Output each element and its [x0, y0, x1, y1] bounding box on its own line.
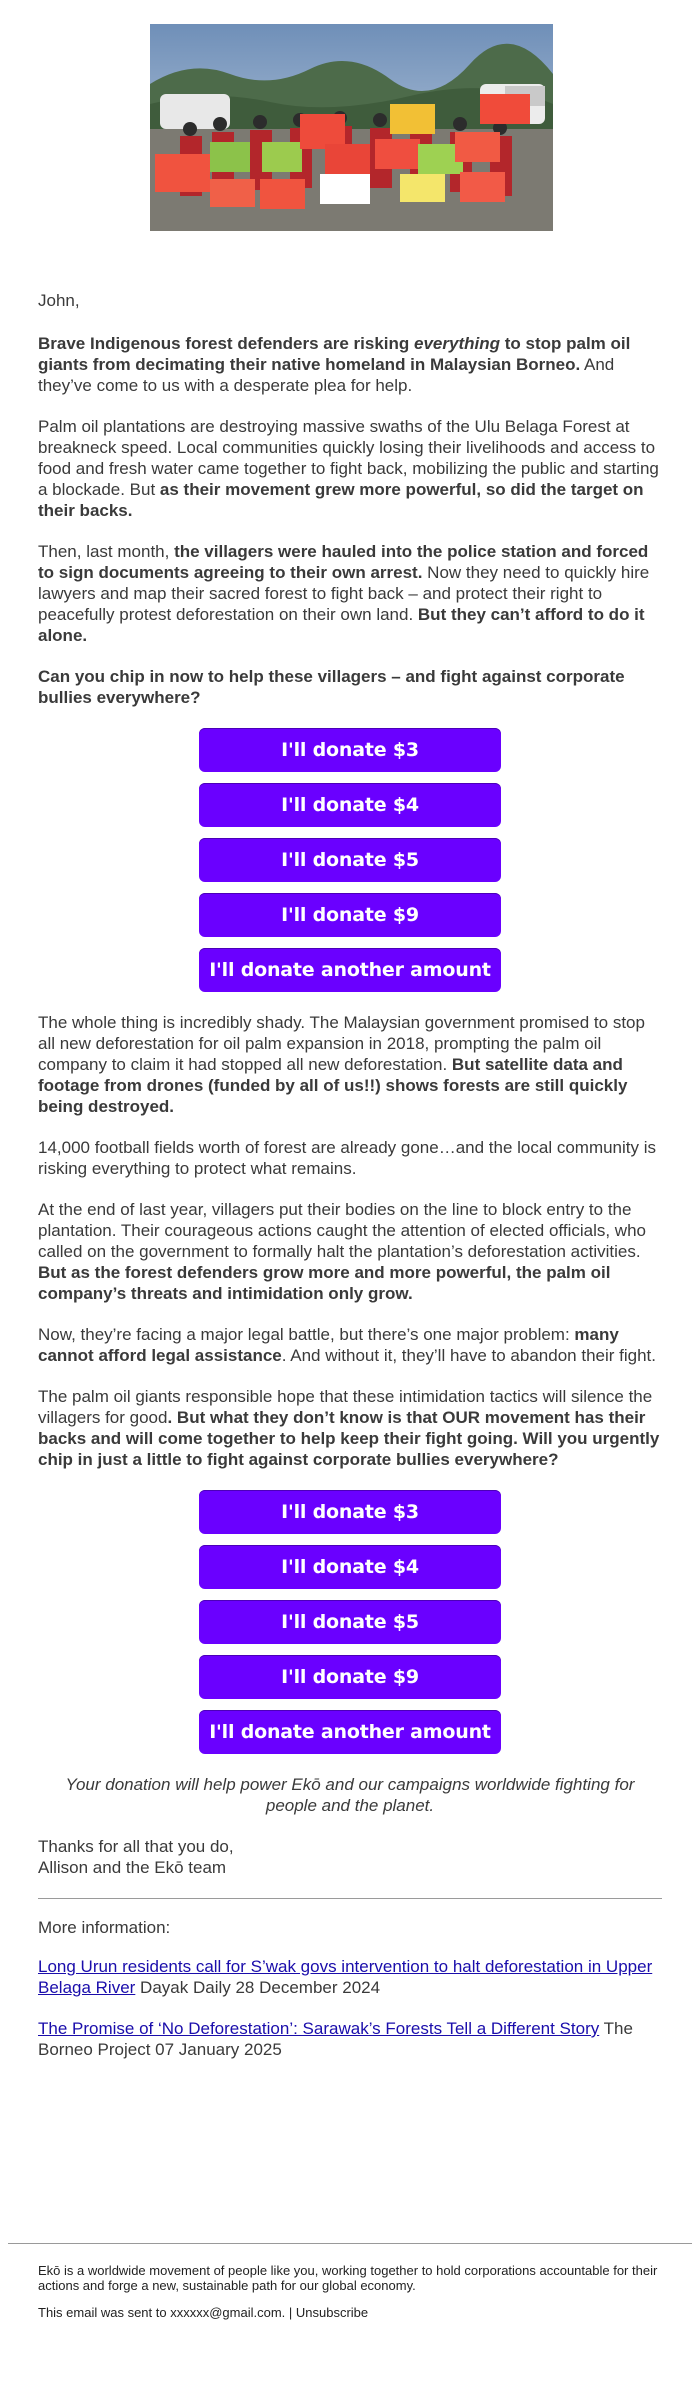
bold-text: as their movement grew more powerful, so did the target on their backs. — [38, 480, 644, 520]
donate-5-button[interactable]: I'll donate $5 — [199, 1600, 501, 1644]
paragraph-football: 14,000 football fields worth of forest are already gone…and the local community is risking everything to protect what remains. — [38, 1138, 657, 1178]
divider — [38, 1898, 662, 1899]
donate-9-button[interactable]: I'll donate $9 — [199, 1655, 501, 1699]
paragraph-legal — [38, 1324, 662, 1366]
paragraph-intro — [38, 333, 662, 396]
bold-text: Can you chip in now to help these villagers – and fight against corporate bullies everywhere? — [38, 667, 625, 707]
signoff-signature: Allison and the Ekō team — [38, 1858, 227, 1877]
donate-buttons-bottom — [38, 1490, 662, 1754]
paragraph-ask — [38, 666, 662, 708]
paragraph-plantations — [38, 416, 662, 521]
paragraph-blockade — [38, 1199, 662, 1304]
article-link[interactable]: The Promise of ‘No Deforestation’: Sarawak’s Forests Tell a Different Story — [38, 2019, 600, 2038]
article-source: Dayak Daily 28 December 2024 — [135, 1978, 381, 1997]
more-info-item — [38, 2018, 662, 2060]
bold-text: many cannot afford legal assistance — [38, 1325, 619, 1365]
email-body — [38, 290, 662, 2080]
footer — [38, 2263, 662, 2332]
bold-text: to stop palm oil giants from decimating their native homeland in Malaysian Borneo. — [38, 334, 631, 374]
donate-5-button[interactable]: I'll donate $5 — [199, 838, 501, 882]
text: Then, last month, — [38, 542, 175, 561]
emphasis-text: everything — [414, 334, 500, 353]
article-source: The Borneo Project 07 January 2025 — [38, 2019, 633, 2059]
more-info-item — [38, 1956, 662, 1998]
paragraph-shady — [38, 1012, 662, 1117]
bold-text: Brave Indigenous forest defenders are risking — [38, 334, 415, 353]
donate-3-button[interactable]: I'll donate $3 — [199, 728, 501, 772]
bold-text: But as the forest defenders grow more and more powerful, the palm oil company’s threats and intimidation only grow. — [38, 1263, 611, 1303]
donation-note: Your donation will help power Ekō and our campaigns worldwide fighting for people and the planet. — [65, 1775, 635, 1815]
text: Palm oil plantations are destroying massive swaths of the Ulu Belaga Forest at breakneck speed. Local communities quickly losing their livelihoods and access to food and fresh water came together to fight back, mobilizing the public and starting a blockade. But — [38, 417, 659, 499]
footer-sent-to: This email was sent to xxxxxx@gmail.com. | Unsubscribe — [38, 2305, 369, 2320]
hero-photo — [150, 24, 553, 231]
text: The palm oil giants responsible hope that these intimidation tactics will silence the villagers for good — [38, 1387, 653, 1427]
donate-3-button[interactable]: I'll donate $3 — [199, 1490, 501, 1534]
donate-other-button[interactable]: I'll donate another amount — [199, 948, 501, 992]
signoff-line: Thanks for all that you do, — [38, 1837, 234, 1856]
bold-text: the villagers were hauled into the police station and forced to sign documents agreeing to their own arrest. — [38, 542, 649, 582]
text: . And without it, they’ll have to abandon their fight. — [281, 1346, 656, 1365]
text: Now, they’re facing a major legal battle, but there’s one major problem: — [38, 1325, 575, 1344]
donate-other-button[interactable]: I'll donate another amount — [199, 1710, 501, 1754]
paragraph-arrest — [38, 541, 662, 646]
donate-4-button[interactable]: I'll donate $4 — [199, 783, 501, 827]
signoff — [38, 1836, 662, 1878]
text: At the end of last year, villagers put their bodies on the line to block entry to the plantation. Their courageous actions caught the attention of elected officials, who called on the government to formally halt the plantation’s deforestation activities. — [38, 1200, 646, 1261]
paragraph-giants — [38, 1386, 662, 1470]
text: And they’ve come to us with a desperate plea for help. — [38, 355, 615, 395]
footer-about: Ekō is a worldwide movement of people like you, working together to hold corporations accountable for their actions and forge a new, sustainable path for our global economy. — [38, 2263, 658, 2293]
donate-4-button[interactable]: I'll donate $4 — [199, 1545, 501, 1589]
text: Now they need to quickly hire lawyers and map their sacred forest to fight back – and protect their right to peacefully protest deforestation on their own land. — [38, 563, 650, 624]
bold-text: But satellite data and footage from drones (funded by all of us!!) shows forests are still quickly being destroyed. — [38, 1055, 628, 1116]
bold-text: . But what they don’t know is that OUR movement has their backs and will come together to help keep their fight going. Will you urgently chip in just a little to fight against corporate bullies everywhere? — [38, 1408, 660, 1469]
text: The whole thing is incredibly shady. The Malaysian government promised to stop all new deforestation for oil palm expansion in 2018, prompting the palm oil company to claim it had stopped all new deforestation. — [38, 1013, 645, 1074]
article-link[interactable]: Long Urun residents call for S’wak govs intervention to halt deforestation in Upper Belaga River — [38, 1957, 653, 1997]
more-info-title: More information: — [38, 1918, 171, 1937]
donate-9-button[interactable]: I'll donate $9 — [199, 893, 501, 937]
footer-divider — [8, 2243, 692, 2244]
donate-buttons-top — [38, 728, 662, 992]
bold-text: But they can’t afford to do it alone. — [38, 605, 645, 645]
greeting: John, — [38, 291, 80, 310]
